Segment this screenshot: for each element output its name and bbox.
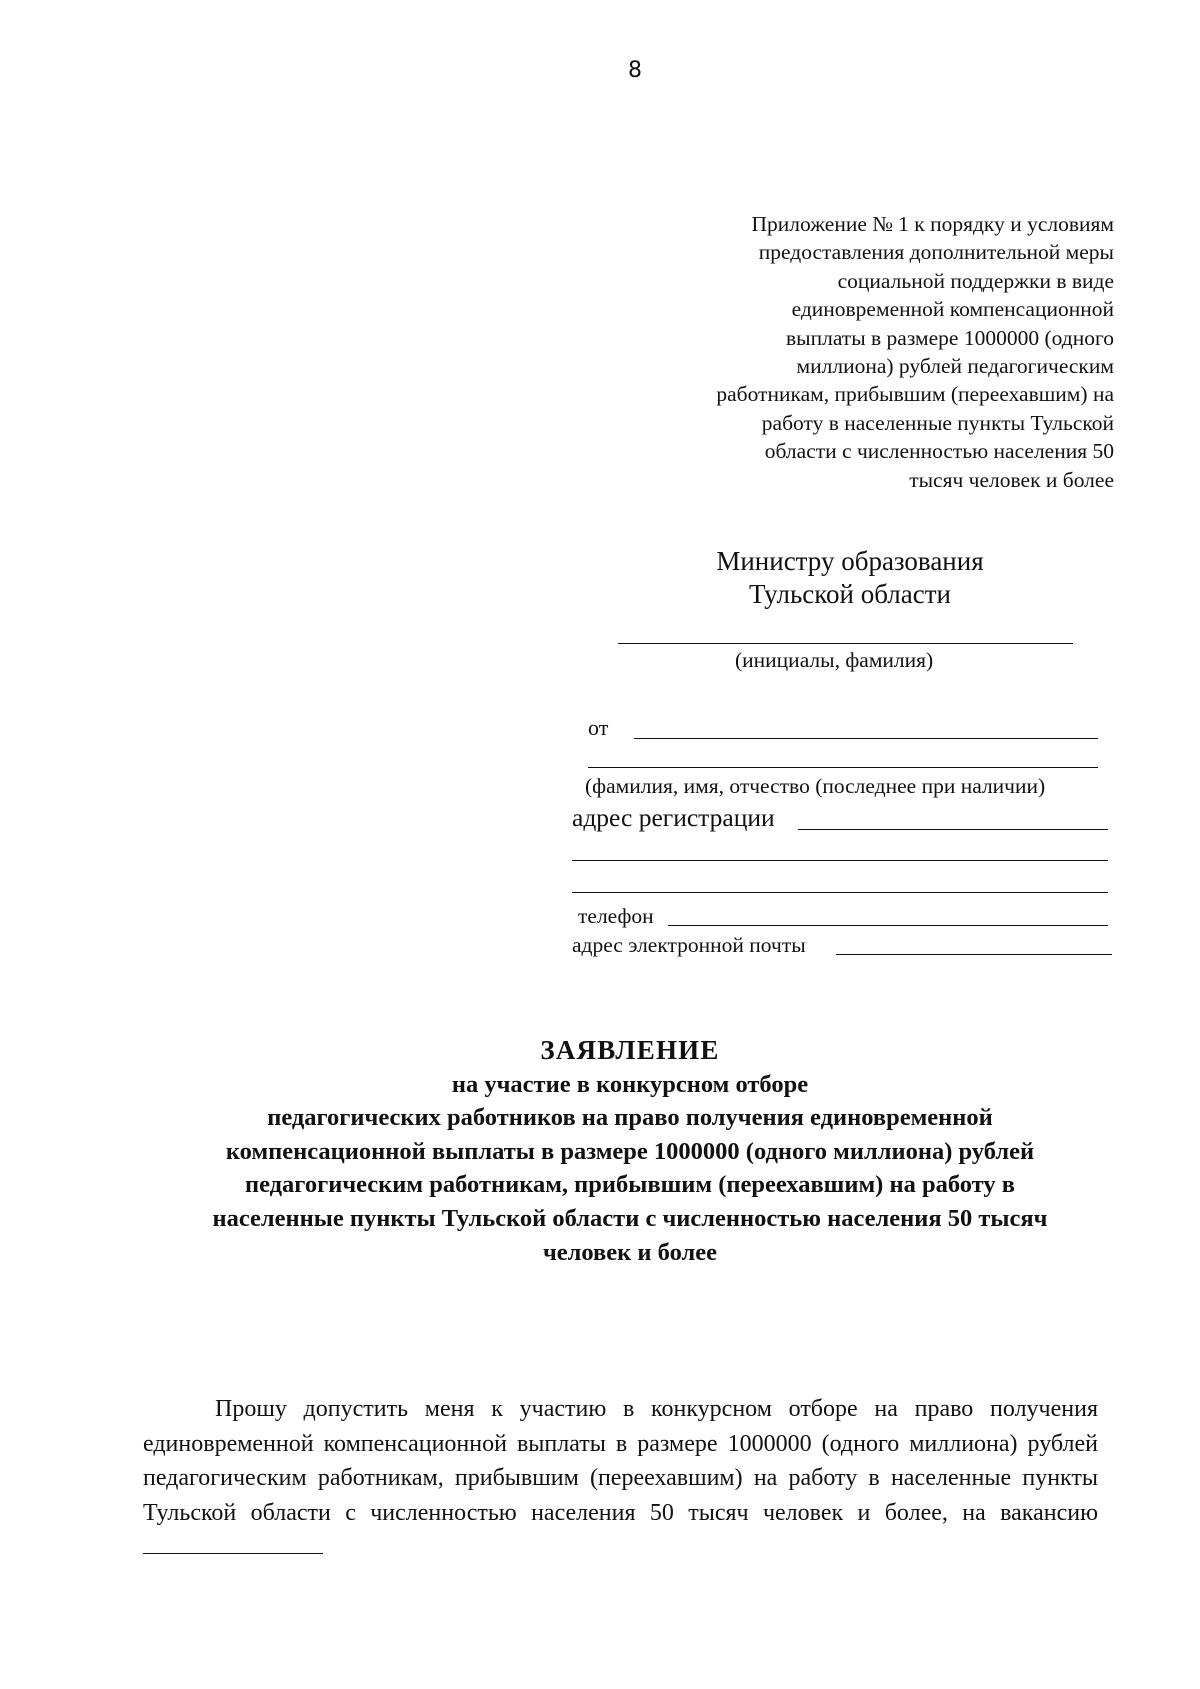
phone-label: телефон xyxy=(578,904,654,928)
email-label: адрес электронной почты xyxy=(572,933,806,957)
page-number: 8 xyxy=(628,58,642,83)
title-line: компенсационной выплаты в размере 1000000 (одного миллиона) рублей xyxy=(225,1137,1035,1165)
address-label: адрес регистрации xyxy=(572,803,775,832)
appendix-line: работникам, прибывшим (переехавшим) на xyxy=(716,382,1114,407)
addressee-line: Министру образования xyxy=(716,546,984,576)
addressee-block xyxy=(700,545,1000,611)
appendix-line: миллиона) рублей педагогическим xyxy=(796,354,1114,379)
address-blank-line-3[interactable] xyxy=(572,892,1108,893)
application-paragraph xyxy=(143,1392,1098,1565)
title-main: ЗАЯВЛЕНИЕ xyxy=(540,1035,720,1065)
from-label: от xyxy=(588,715,609,740)
fio-caption: (фамилия, имя, отчество (последнее при наличии) xyxy=(585,774,1046,798)
appendix-line: области с численностью населения 50 xyxy=(764,439,1114,464)
appendix-note xyxy=(644,210,1114,494)
from-blank-line[interactable] xyxy=(634,738,1098,739)
fio-blank-line[interactable] xyxy=(588,767,1098,768)
initials-caption: (инициалы, фамилия) xyxy=(735,648,934,672)
address-blank-line[interactable] xyxy=(798,829,1108,830)
initials-blank-line[interactable] xyxy=(618,643,1073,644)
paragraph-text: Прошу допустить меня к участию в конкурсном отборе на право получения единовременной компенсационной выплаты в размере 1000000 (одного миллиона) рублей педагогическим работникам, прибывшим (переехавшим) на работу в населенные пункты Тульской области с численностью населения 50 тысяч человек и более, на вакансию xyxy=(143,1396,1098,1526)
title-line: педагогических работников на право получения единовременной xyxy=(267,1104,993,1132)
appendix-line: Приложение № 1 к порядку и условиям xyxy=(751,212,1114,236)
appendix-line: социальной поддержки в виде xyxy=(837,268,1114,293)
title-line: населенные пункты Тульской области с численностью населения 50 тысяч xyxy=(212,1204,1048,1232)
appendix-line: тысяч человек и более xyxy=(909,467,1114,492)
address-blank-line-2[interactable] xyxy=(572,860,1108,861)
title-line: на участие в конкурсном отборе xyxy=(451,1070,809,1098)
title-line: педагогическим работникам, прибывшим (переехавшим) на работу в xyxy=(245,1171,1015,1199)
appendix-line: работу в населенные пункты Тульской xyxy=(761,410,1114,435)
phone-blank-line[interactable] xyxy=(668,925,1108,926)
appendix-line: единовременной компенсационной xyxy=(791,297,1114,322)
document-title xyxy=(130,1034,1130,1269)
appendix-line: выплаты в размере 1000000 (одного xyxy=(785,325,1114,350)
appendix-line: предоставления дополнительной меры xyxy=(758,240,1114,265)
email-blank-line[interactable] xyxy=(836,954,1112,955)
title-line: человек и более xyxy=(542,1238,717,1266)
vacancy-blank-line[interactable] xyxy=(143,1535,323,1554)
addressee-line: Тульской области xyxy=(749,579,951,609)
